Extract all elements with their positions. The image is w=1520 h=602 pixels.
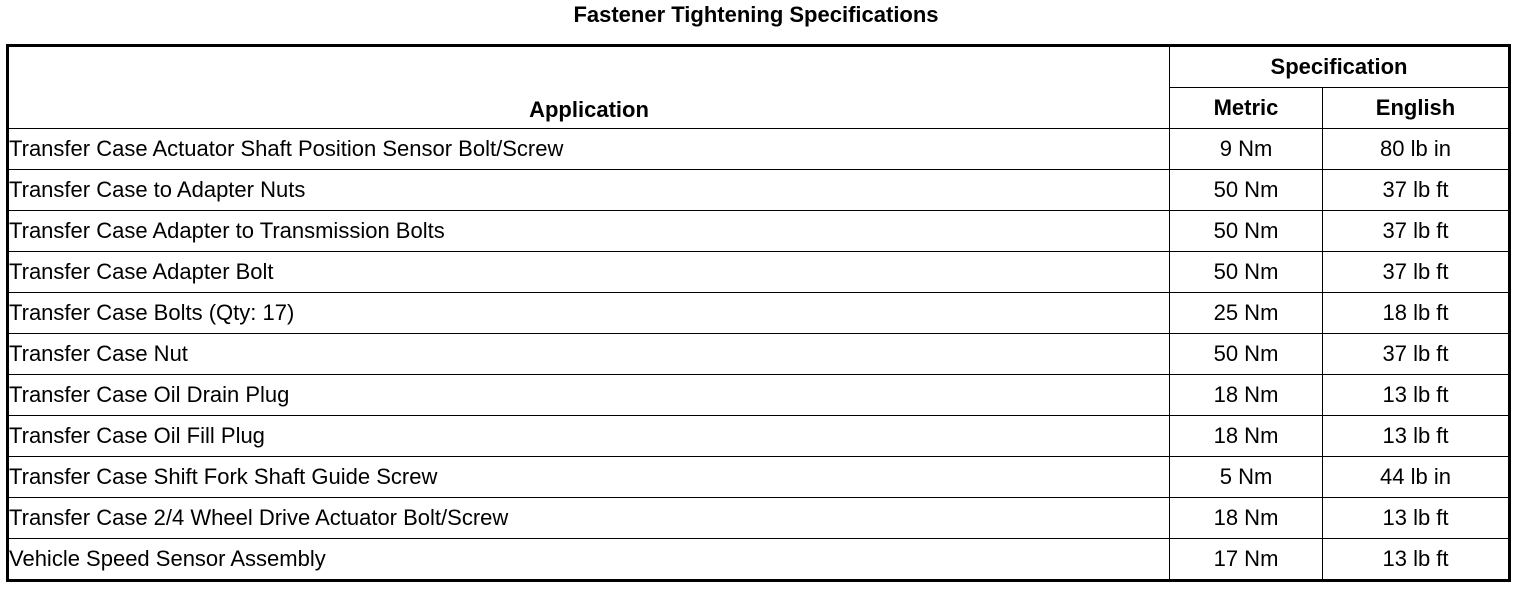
- table-row: [8, 334, 1510, 375]
- english-cell: 37 lb ft: [1323, 170, 1510, 211]
- english-cell: 18 lb ft: [1323, 293, 1510, 334]
- english-cell: 44 lb in: [1323, 457, 1510, 498]
- table-row: [8, 457, 1510, 498]
- table-row: [8, 211, 1510, 252]
- application-cell: Transfer Case Nut: [8, 334, 1170, 375]
- english-cell: 13 lb ft: [1323, 539, 1510, 581]
- table-row: [8, 170, 1510, 211]
- table-row: [8, 375, 1510, 416]
- application-cell: Transfer Case Oil Fill Plug: [8, 416, 1170, 457]
- metric-cell: 18 Nm: [1170, 498, 1323, 539]
- table-row: [8, 539, 1510, 581]
- metric-cell: 50 Nm: [1170, 334, 1323, 375]
- english-cell: 13 lb ft: [1323, 375, 1510, 416]
- application-cell: Transfer Case Bolts (Qty: 17): [8, 293, 1170, 334]
- english-cell: 37 lb ft: [1323, 334, 1510, 375]
- page-title: Fastener Tightening Specifications: [573, 2, 939, 27]
- application-column-header: Application: [8, 46, 1170, 129]
- english-cell: 37 lb ft: [1323, 252, 1510, 293]
- metric-column-header: Metric: [1170, 88, 1323, 129]
- application-cell: Transfer Case Shift Fork Shaft Guide Screw: [8, 457, 1170, 498]
- english-cell: 80 lb in: [1323, 129, 1510, 170]
- application-cell: Transfer Case Adapter to Transmission Bolts: [8, 211, 1170, 252]
- english-column-header: English: [1323, 88, 1510, 129]
- table-row: [8, 129, 1510, 170]
- table-row: [8, 416, 1510, 457]
- english-cell: 37 lb ft: [1323, 211, 1510, 252]
- english-cell: 13 lb ft: [1323, 498, 1510, 539]
- metric-cell: 9 Nm: [1170, 129, 1323, 170]
- specification-column-header: Specification: [1170, 46, 1510, 88]
- application-cell: Transfer Case Actuator Shaft Position Sensor Bolt/Screw: [8, 129, 1170, 170]
- metric-cell: 18 Nm: [1170, 375, 1323, 416]
- application-cell: Transfer Case 2/4 Wheel Drive Actuator Bolt/Screw: [8, 498, 1170, 539]
- metric-cell: 25 Nm: [1170, 293, 1323, 334]
- table-row: [8, 498, 1510, 539]
- metric-cell: 17 Nm: [1170, 539, 1323, 581]
- metric-cell: 5 Nm: [1170, 457, 1323, 498]
- metric-cell: 50 Nm: [1170, 211, 1323, 252]
- metric-cell: 18 Nm: [1170, 416, 1323, 457]
- application-cell: Transfer Case Oil Drain Plug: [8, 375, 1170, 416]
- table-row: [8, 252, 1510, 293]
- fastener-spec-table: [6, 44, 1511, 582]
- table-body: [8, 129, 1510, 581]
- application-cell: Transfer Case Adapter Bolt: [8, 252, 1170, 293]
- metric-cell: 50 Nm: [1170, 170, 1323, 211]
- table-row: [8, 293, 1510, 334]
- english-cell: 13 lb ft: [1323, 416, 1510, 457]
- metric-cell: 50 Nm: [1170, 252, 1323, 293]
- header-row-top: [8, 46, 1510, 88]
- application-cell: Vehicle Speed Sensor Assembly: [8, 539, 1170, 581]
- application-cell: Transfer Case to Adapter Nuts: [8, 170, 1170, 211]
